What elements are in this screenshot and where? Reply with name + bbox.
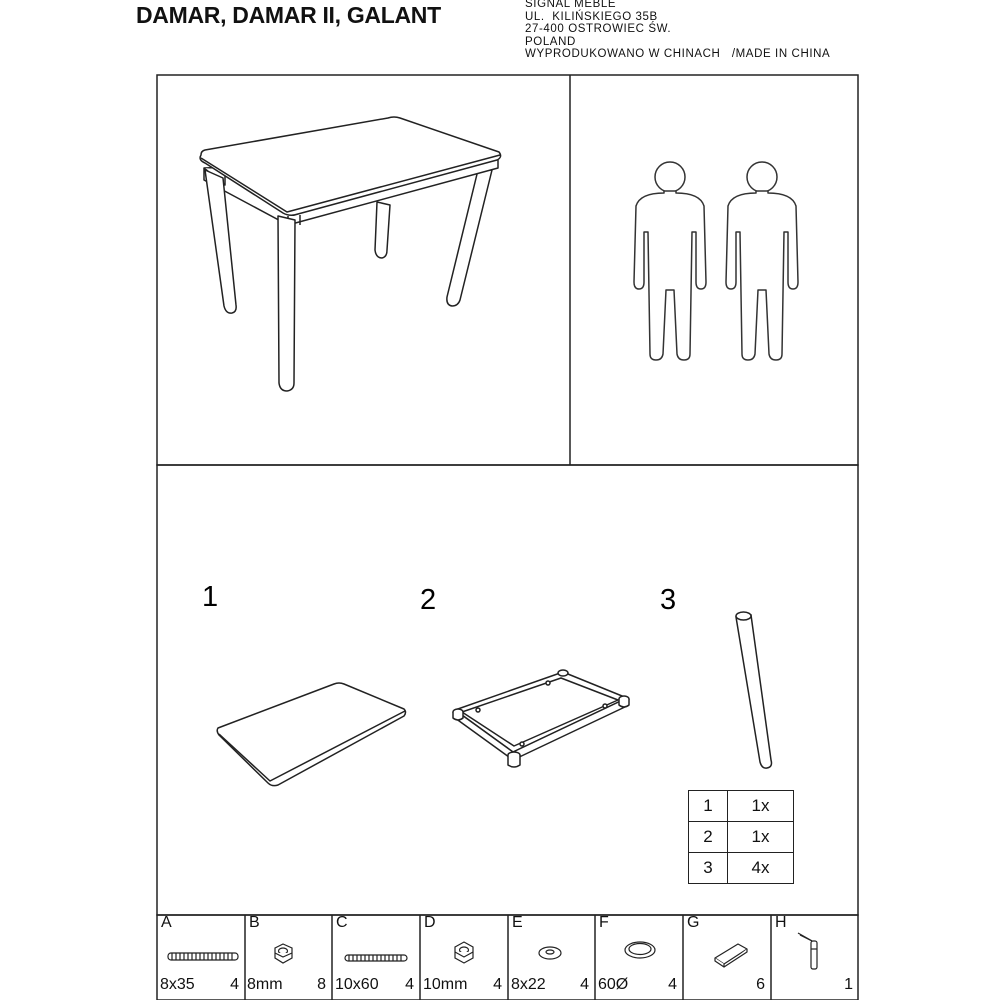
address-line: POLAND (525, 35, 576, 48)
hardware-letter: H (775, 914, 787, 931)
part-number-cell: 3 (689, 853, 728, 884)
part-3-leg (736, 612, 772, 768)
part-2-frame (453, 670, 629, 767)
step-number: 1 (202, 581, 219, 613)
two-person-icon (634, 162, 798, 360)
part-number-cell: 1 (689, 791, 728, 822)
part-qty-cell: 4x (728, 853, 794, 884)
threaded-rod-icon (345, 955, 407, 961)
hardware-qty: 6 (756, 976, 765, 993)
table-row (689, 853, 794, 884)
bolt-icon (168, 953, 238, 960)
hardware-letter: G (687, 914, 700, 931)
hardware-qty: 4 (493, 976, 502, 993)
hardware-size: 8mm (247, 976, 283, 993)
hardware-qty: 1 (844, 976, 853, 993)
person-icon (726, 162, 798, 360)
hardware-size: 8x22 (511, 976, 546, 993)
hardware-letter: A (161, 914, 172, 931)
step-number: 3 (660, 584, 677, 616)
document-title: DAMAR, DAMAR II, GALANT (136, 2, 441, 28)
assembled-table-drawing (200, 117, 501, 391)
pad-icon (625, 942, 655, 958)
allen-key-icon (798, 933, 817, 969)
table-row (689, 822, 794, 853)
hardware-letter: F (599, 914, 609, 931)
washer-icon (539, 947, 561, 959)
hardware-qty: 4 (668, 976, 677, 993)
hardware-qty: 8 (317, 976, 326, 993)
address-line: 27-400 OSTROWIEC ŚW. (525, 23, 672, 36)
address-line: WYPRODUKOWANO W CHINACH /MADE IN CHINA (525, 48, 831, 61)
address-line: SIGNAL MEBLE (525, 0, 617, 10)
hardware-letter: C (336, 914, 348, 931)
hardware-size: 10x60 (335, 976, 379, 993)
table-row (689, 791, 794, 822)
nut-icon (455, 942, 473, 963)
address-line: UL. KILIŃSKIEGO 35B (525, 10, 658, 23)
hardware-qty: 4 (580, 976, 589, 993)
part-qty-cell: 1x (728, 791, 794, 822)
hardware-size: 60Ø (598, 976, 629, 993)
nut-icon (275, 944, 292, 963)
part-number-cell: 2 (689, 822, 728, 853)
hardware-size: 8x35 (160, 976, 195, 993)
hardware-qty: 4 (230, 976, 239, 993)
hardware-letter: E (512, 914, 523, 931)
part-qty-cell: 1x (728, 822, 794, 853)
step-number: 2 (420, 584, 437, 616)
felt-pad-icon (715, 944, 747, 967)
hardware-letter: B (249, 914, 260, 931)
hardware-size: 10mm (423, 976, 468, 993)
part-1-table-top (217, 683, 405, 786)
hardware-qty: 4 (405, 976, 414, 993)
hardware-letter: D (424, 914, 436, 931)
person-icon (634, 162, 706, 360)
parts-quantity-table (688, 790, 794, 884)
